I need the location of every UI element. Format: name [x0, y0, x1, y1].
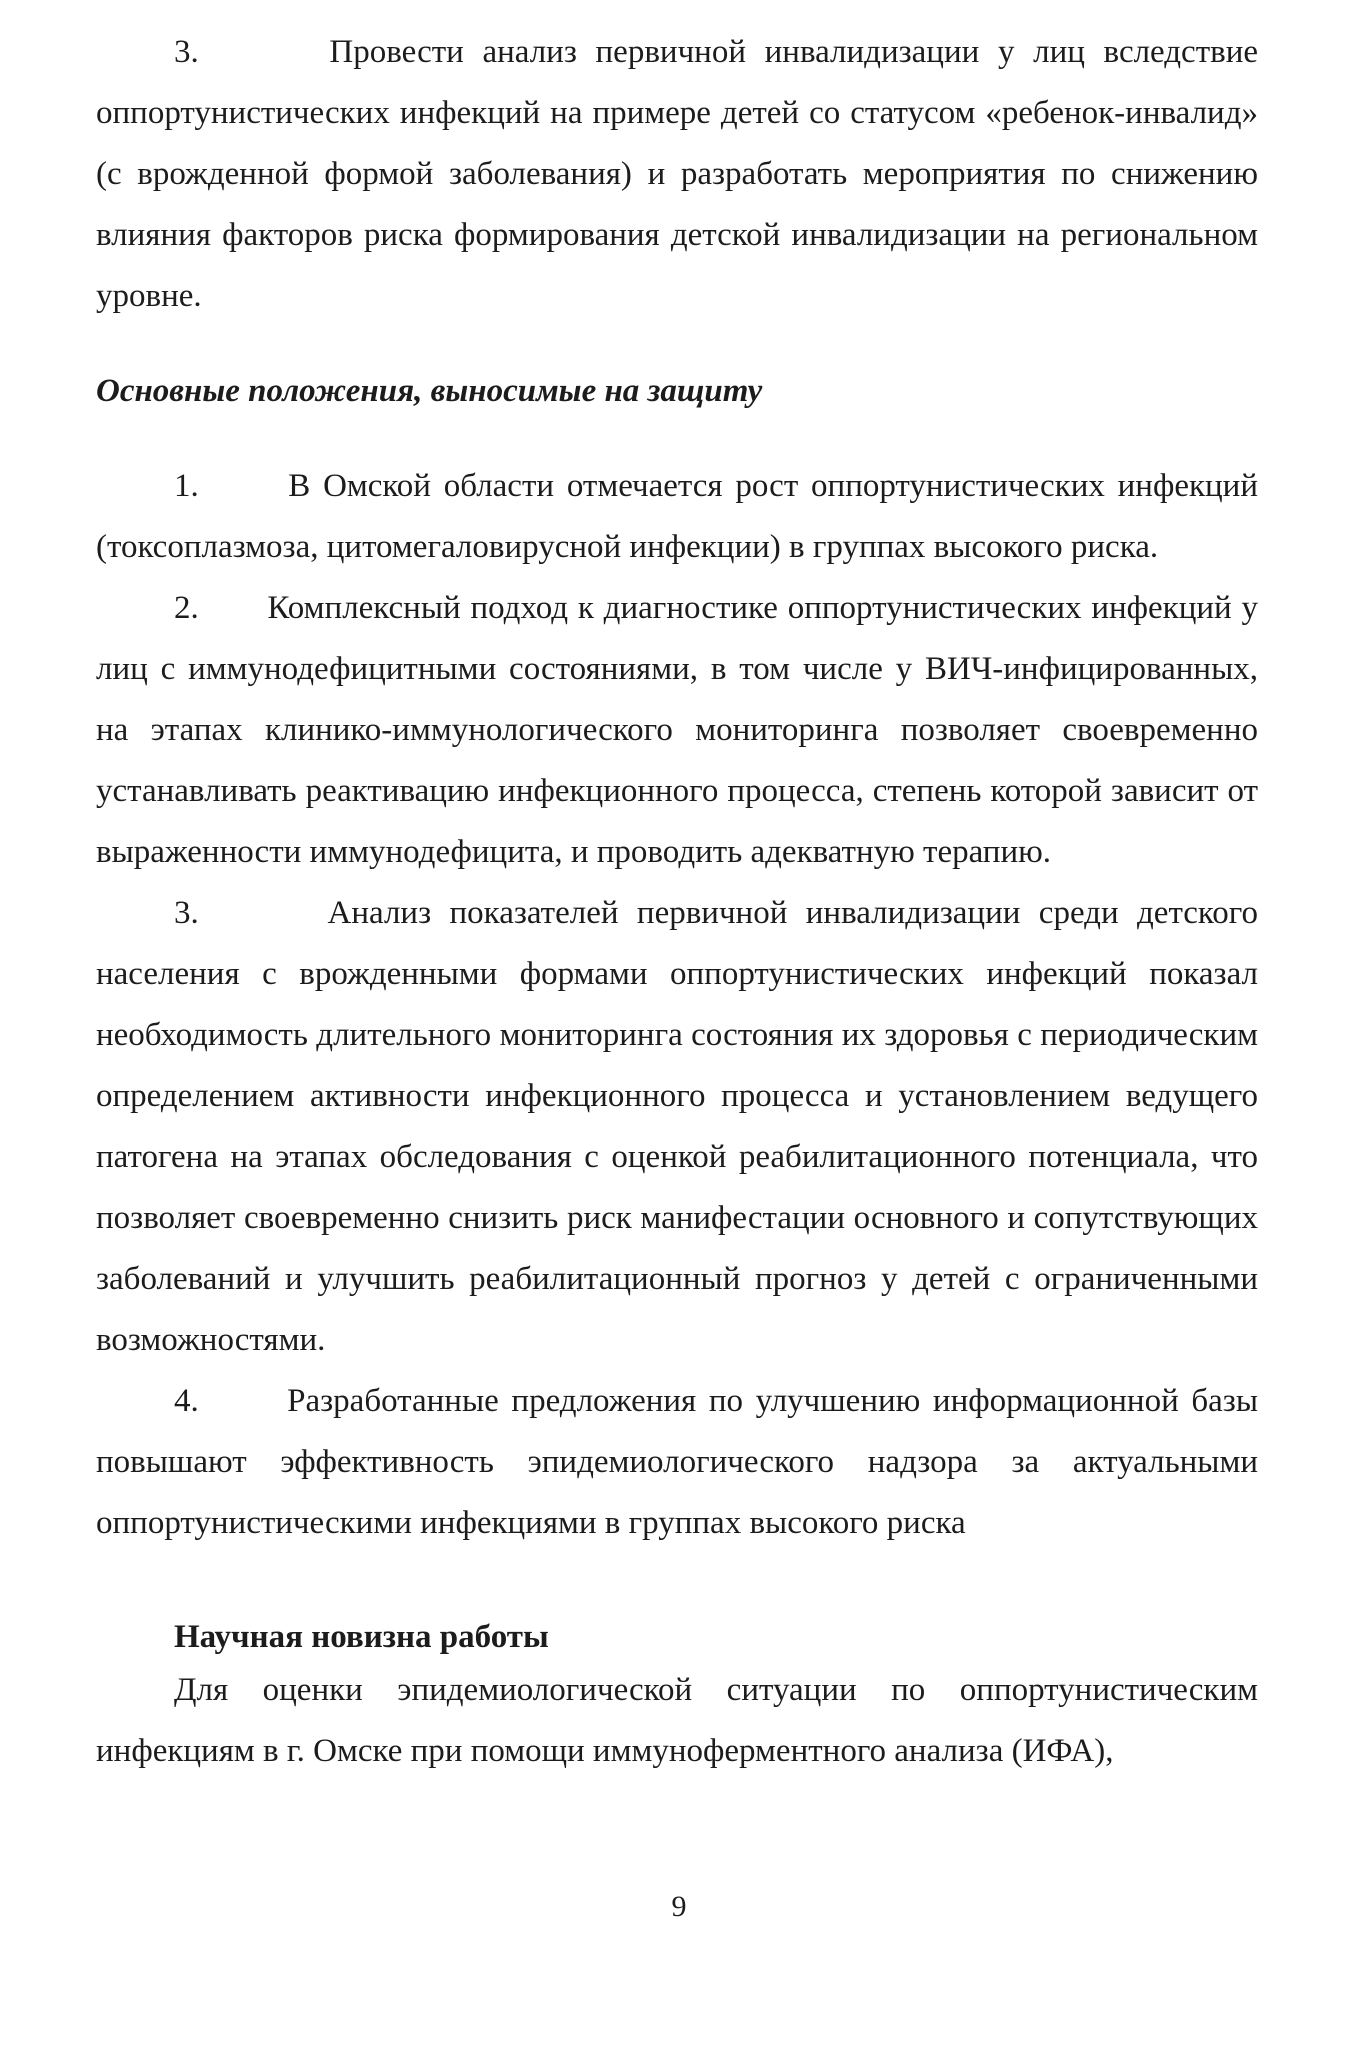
- provision-4-number: 4.: [174, 1383, 199, 1419]
- task-item-3-number: 3.: [174, 34, 199, 70]
- provision-2: [96, 578, 1258, 883]
- section-title-novelty: Научная новизна работы: [174, 1619, 549, 1655]
- task-item-3: [96, 22, 1258, 327]
- task-item-3-text: Провести анализ первичной инвалидизации у лиц вследствие оппортунистических инфекций на примере детей со статусом «ребенок-инвалид» (с врожденной формой заболевания) и разработать мероприятия по снижению влияния факторов риска формирования детской инвалидизации на региональном уровне.: [96, 34, 1259, 314]
- provision-3-number: 3.: [174, 895, 199, 931]
- provision-2-number: 2.: [174, 590, 199, 626]
- provision-4: [96, 1371, 1258, 1554]
- page-number: 9: [671, 1890, 687, 1923]
- provision-3-text: Анализ показателей первичной инвалидизации среди детского населения с врожденными формами оппортунистических инфекций показал необходимость длительного мониторинга состояния их здоровья с периодическим определением активности инфекционного процесса и установлением ведущего патогена на этапах обследования с оценкой реабилитационного потенциала, что позволяет своевременно снизить риск манифестации основного и сопутствующих заболеваний и улучшить реабилитационный прогноз у детей с ограниченными возможностями.: [96, 895, 1258, 1358]
- provision-3: [96, 883, 1258, 1371]
- provision-4-text: Разработанные предложения по улучшению информационной базы повышают эффективность эпидемиологического надзора за актуальными оппортунистическими инфекциями в группах высокого риска: [96, 1383, 1258, 1541]
- provision-1-number: 1.: [174, 468, 199, 504]
- novelty-paragraph: Для оценки эпидемиологической ситуации по оппортунистическим инфекциям в г. Омске при помощи иммуноферментного анализа (ИФА),: [96, 1672, 1258, 1769]
- section-title-provisions: Основные положения, выносимые на защиту: [96, 373, 763, 409]
- provision-1: [96, 456, 1258, 578]
- document-page: [96, 22, 1258, 1782]
- provision-2-text: Комплексный подход к диагностике оппортунистических инфекций у лиц с иммунодефицитными состояниями, в том числе у ВИЧ-инфицированных, на этапах клинико-иммунологического мониторинга позволяет своевременно устанавливать реактивацию инфекционного процесса, степень которой зависит от выраженности иммунодефицита, и проводить адекватную терапию.: [96, 590, 1258, 870]
- provision-1-text: В Омской области отмечается рост оппортунистических инфекций (токсоплазмоза, цитомегаловирусной инфекции) в группах высокого риска.: [96, 468, 1259, 565]
